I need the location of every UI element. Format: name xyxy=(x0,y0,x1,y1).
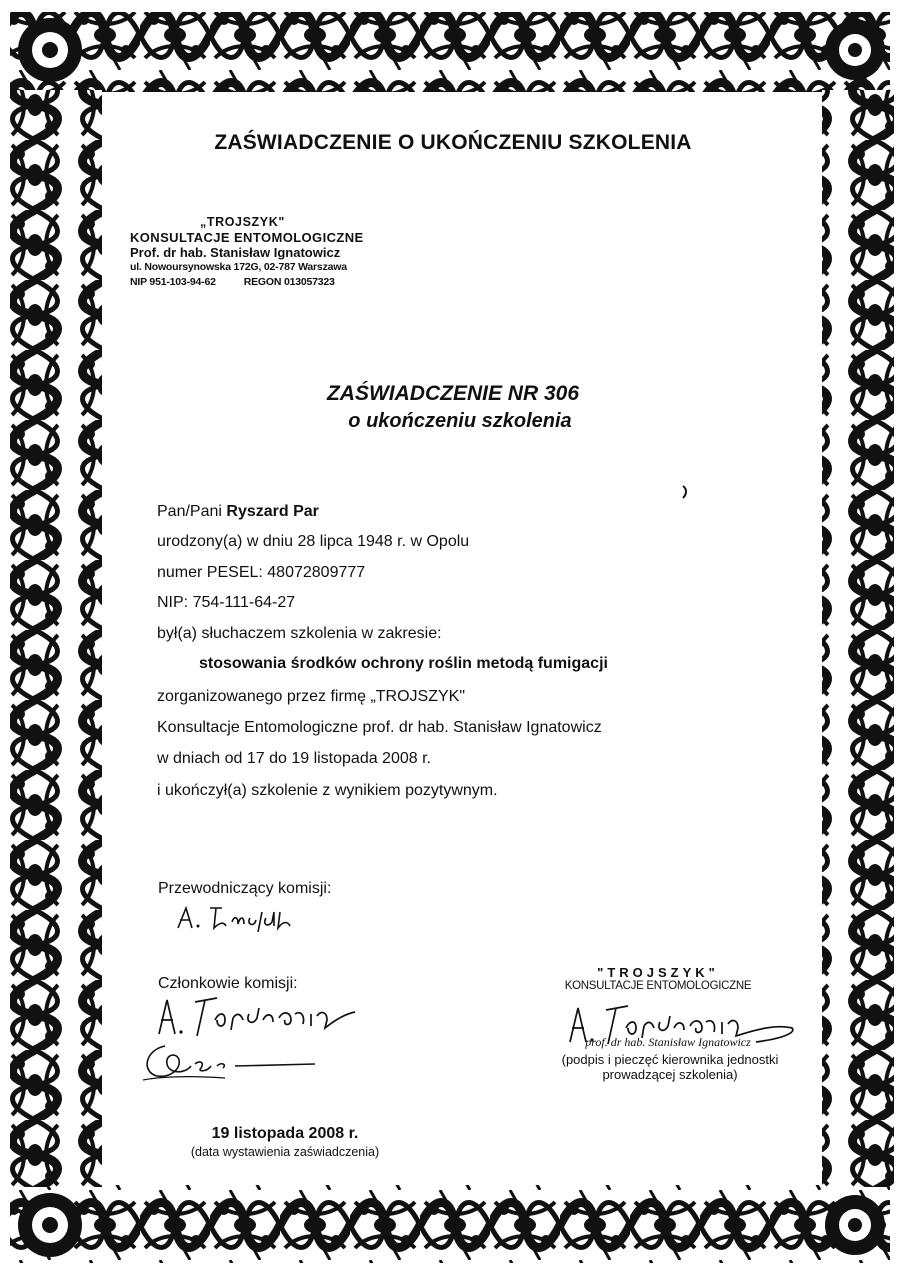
chair-signature xyxy=(170,898,330,938)
issuer-stamp-company: KONSULTACJE ENTOMOLOGICZNE xyxy=(130,230,364,245)
issuer-stamp-owner: Prof. dr hab. Stanisław Ignatowicz xyxy=(130,245,341,260)
organizer-full-line: Konsultacje Entomologiczne prof. dr hab. Stanisław Ignatowicz xyxy=(157,719,602,736)
head-stamp-name: "TROJSZYK" xyxy=(597,965,719,980)
head-stamp-owner: prof. dr hab. Stanisław Ignatowicz xyxy=(585,1035,751,1049)
recipient-name: Ryszard Par xyxy=(226,503,319,520)
head-stamp xyxy=(520,965,820,992)
result-line: i ukończył(a) szkolenie z wynikiem pozytywnym. xyxy=(157,782,498,799)
organizer-line: zorganizowanego przez firmę „TROJSZYK" xyxy=(157,688,466,705)
birth-line: urodzony(a) w dniu 28 lipca 1948 r. w Opolu xyxy=(157,533,470,550)
certificate-title: ZAŚWIADCZENIE O UKOŃCZENIU SZKOLENIA xyxy=(214,131,692,154)
issuer-stamp-ids xyxy=(130,275,364,290)
issuer-stamp-name: „TROJSZYK" xyxy=(200,215,285,229)
pesel-line: numer PESEL: 48072809777 xyxy=(157,564,366,581)
recipient-line xyxy=(157,503,319,521)
head-stamp-company: KONSULTACJE ENTOMOLOGICZNE xyxy=(564,980,752,992)
recipient-prefix: Pan/Pani xyxy=(157,503,227,520)
head-stamp-caption-1: (podpis i pieczęć kierownika jednostki xyxy=(561,1052,779,1067)
members-label: Członkowie komisji: xyxy=(158,975,298,992)
issuer-stamp-regon: REGON 013057323 xyxy=(243,276,335,288)
certificate-subtitle: o ukończeniu szkolenia xyxy=(348,410,572,432)
issuer-stamp-nip: NIP 951-103-94-62 xyxy=(130,276,216,288)
head-stamp-lower xyxy=(520,1035,820,1082)
member-signature-1 xyxy=(145,990,375,1040)
issuer-stamp-address: ul. Nowoursynowska 172G, 02-787 Warszawa xyxy=(130,261,347,273)
head-stamp-caption-2: prowadzącej szkolenia) xyxy=(602,1067,738,1082)
member-signature-2 xyxy=(135,1036,335,1084)
dates-line: w dniach od 17 do 19 listopada 2008 r. xyxy=(157,750,431,767)
training-intro: był(a) słuchaczem szkolenia w zakresie: xyxy=(157,625,442,642)
issuer-stamp xyxy=(130,215,364,290)
issue-date: 19 listopada 2008 r. xyxy=(211,1125,359,1142)
certificate-number: ZAŚWIADCZENIE NR 306 xyxy=(326,382,580,405)
chair-label: Przewodniczący komisji: xyxy=(158,880,332,897)
margin-mark xyxy=(680,484,690,500)
nip-line: NIP: 754-111-64-27 xyxy=(157,594,296,611)
issue-date-caption: (data wystawienia zaświadczenia) xyxy=(190,1145,380,1159)
training-scope: stosowania środków ochrony roślin metodą fumigacji xyxy=(199,655,608,672)
